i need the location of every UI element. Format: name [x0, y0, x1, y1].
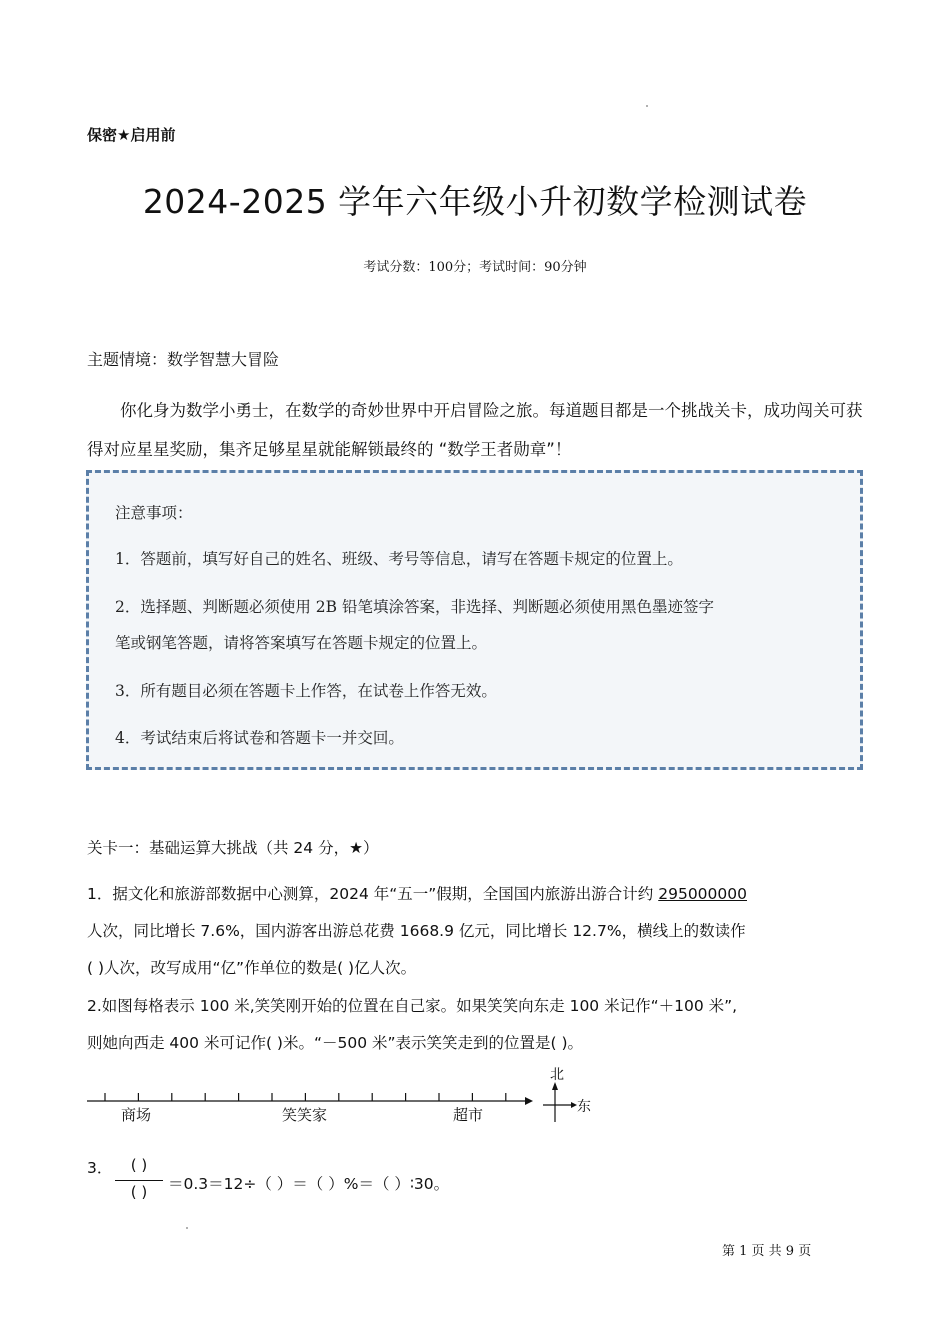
q3-equation: ＝0.3＝12÷（ ）＝（ ）%＝（ ）∶30。	[168, 1175, 450, 1193]
q2-line-1: 2.如图每格表示 100 米,笑笑刚开始的位置在自己家。如果笑笑向东走 100 米记作“＋100 米”,	[87, 997, 738, 1015]
exam-title: 2024-2025 学年六年级小升初数学检测试卷	[142, 182, 808, 221]
confidential-label: 保密★启用前	[87, 126, 176, 144]
label-supermarket: 超市	[453, 1106, 484, 1124]
label-north: 北	[550, 1067, 564, 1083]
fraction-denominator: ( )	[130, 1183, 148, 1201]
level1-heading: 关卡一：基础运算大挑战（共 24 分，★）	[87, 839, 379, 857]
notice-title: 注意事项：	[115, 504, 193, 522]
q1-underlined-number: 295000000	[658, 885, 747, 903]
number-line-arrow-icon	[525, 1097, 533, 1105]
theme-heading: 主题情境：数学智慧大冒险	[87, 350, 280, 369]
q2-line-2: 则她向西走 400 米可记作( )米。“－500 米”表示笑笑走到的位置是( )。	[87, 1034, 584, 1052]
q1-text-c: ( )人次，改写成用“亿”作单位的数是( )亿人次。	[87, 959, 417, 977]
notice-item: 3．所有题目必须在答题卡上作答，在试卷上作答无效。	[115, 682, 497, 700]
question-1	[87, 876, 867, 987]
q1-text-b: 人次，同比增长 7.6%，国内游客出游总花费 1668.9 亿元，同比增长 12.7%，横线上的数读作	[87, 922, 746, 940]
theme-intro-text: 你化身为数学小勇士，在数学的奇妙世界中开启冒险之旅。每道题目都是一个挑战关卡，成功闯关可获得对应星星奖励，集齐足够星星就能解锁最终的 “数学王者勋章”！	[87, 401, 863, 459]
theme-intro	[87, 391, 867, 469]
label-home: 笑笑家	[282, 1106, 328, 1124]
exam-info: 考试分数：100分；考试时间：90分钟	[363, 260, 587, 275]
notice-item: 4．考试结束后将试卷和答题卡一并交回。	[115, 729, 404, 747]
number-line-figure	[85, 1068, 605, 1128]
decorative-dot	[646, 105, 648, 107]
q1-text-a: 1．据文化和旅游部数据中心测算，2024 年“五一”假期，全国国内旅游出游合计约	[87, 885, 659, 903]
page-footer: 第 1 页 共 9 页	[722, 1244, 812, 1259]
number-line-ticks	[105, 1093, 506, 1101]
label-east: 东	[577, 1099, 591, 1115]
decorative-dot	[186, 1227, 188, 1229]
fraction-numerator: ( )	[130, 1156, 148, 1174]
notice-item: 2．选择题、判断题必须使用 2B 铅笔填涂答案，非选择、判断题必须使用黑色墨迹签字	[115, 598, 714, 616]
notice-item: 1．答题前，填写好自己的姓名、班级、考号等信息，请写在答题卡规定的位置上。	[115, 550, 683, 568]
label-mall: 商场	[121, 1106, 152, 1124]
q3-number: 3．	[87, 1159, 113, 1177]
fraction-bar	[115, 1180, 163, 1181]
question-2	[87, 988, 867, 1062]
notice-item: 笔或钢笔答题，请将答案填写在答题卡规定的位置上。	[115, 634, 488, 652]
number-line-svg	[85, 1068, 605, 1128]
notice-box	[86, 470, 863, 770]
q3-fraction	[113, 1156, 165, 1201]
